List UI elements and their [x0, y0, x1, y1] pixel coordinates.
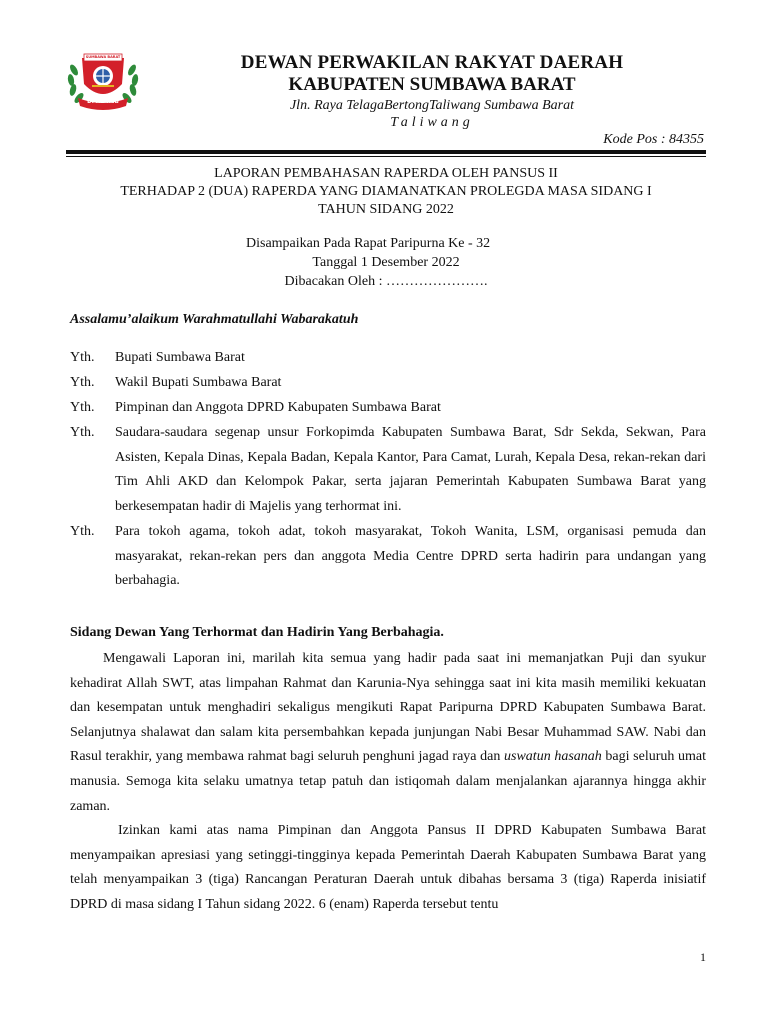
letterhead-rule-thick	[66, 150, 706, 154]
page-number: 1	[700, 950, 706, 964]
letterhead-rule-thin	[66, 156, 706, 157]
addressee-label: Yth.	[70, 375, 95, 390]
paragraph-text: bagi seluruh umat manusia. Semoga kita selaku umatnya tetap patuh dan istiqomah dalam menjalankan ajarannya hingga akhir zaman.	[70, 749, 706, 814]
regency-name: KABUPATEN SUMBAWA BARAT	[288, 74, 576, 95]
paragraph-italic-term: uswatun hasanah	[504, 749, 602, 765]
addressee-text: Wakil Bupati Sumbawa Barat	[115, 375, 282, 390]
logo-banner-text: SUMBAWA BARAT	[85, 55, 121, 59]
addressee-label: Yth.	[70, 524, 95, 539]
addressee-label: Yth.	[70, 350, 95, 365]
addressee-label: Yth.	[70, 425, 95, 440]
addressee-text: Saudara-saudara segenap unsur Forkopimda Kabupaten Sumbawa Barat, Sdr Sekda, Sekwan, Para Asisten, Kepala Dinas, Kepala Badan, Kepala Kantor, Para Camat, Lurah, Kepala Desa, rekan-rekan dari Tim Ahli AKD dan Kelompok Pakar, serta jajaran Pemerintah Kabupaten Sumbawa Barat yang berkesempatan hadir di Majelis yang terhormat ini.	[115, 425, 706, 514]
paragraph-text: Mengawali Laporan ini, marilah kita semua yang hadir pada saat ini memanjatkan Puji dan syukur kehadirat Allah SWT, atas limpahan Rahmat dan Karunia-Nya sehingga saat ini kita masih memiliki kekuatan dan kesempatan untuk menghadiri sekaligus mengikuti Rapat Paripurna DPRD Kabupaten Sumbawa Barat. Selanjutnya shalawat dan salam kita persembahkan kepada junjungan Nabi Besar Muhammad SAW. Nabi dan Rasul terakhir, yang membawa rahmat bagi seluruh penghuni jagad raya dan	[70, 651, 706, 765]
opening-greeting: Assalamu’alaikum Warahmatullahi Wabarakatuh	[70, 312, 359, 327]
report-title-line3: TAHUN SIDANG 2022	[318, 202, 454, 217]
dprd-logo	[62, 48, 144, 110]
report-title-line2: TERHADAP 2 (DUA) RAPERDA YANG DIAMANATKAN PROLEGDA MASA SIDANG I	[120, 184, 652, 199]
addressee-text: Pimpinan dan Anggota DPRD Kabupaten Sumbawa Barat	[115, 400, 441, 415]
read-by: Dibacakan Oleh : ………………….	[284, 274, 488, 289]
logo-ribbon-text: DPRD KSB	[87, 99, 119, 105]
section-heading: Sidang Dewan Yang Terhormat dan Hadirin Yang Berbahagia.	[70, 625, 444, 640]
delivery-occasion: Disampaikan Pada Rapat Paripurna Ke - 32	[246, 236, 491, 251]
delivery-date: Tanggal 1 Desember 2022	[312, 255, 460, 270]
postal-code: Kode Pos : 84355	[603, 132, 704, 147]
body-paragraph-2	[70, 819, 706, 917]
body-paragraph-1	[70, 647, 706, 819]
report-title-line1: LAPORAN PEMBAHASAN RAPERDA OLEH PANSUS II	[214, 166, 558, 181]
addressee-text: Para tokoh agama, tokoh adat, tokoh masyarakat, Tokoh Wanita, LSM, organisasi pemuda dan masyarakat, rekan-rekan pers dan anggota Media Centre DPRD serta hadirin para undangan yang berbahagia.	[115, 524, 706, 588]
institution-name: DEWAN PERWAKILAN RAKYAT DAERAH	[240, 52, 624, 73]
addressee-label: Yth.	[70, 400, 95, 415]
office-address: Jln. Raya TelagaBertongTaliwang Sumbawa Barat	[289, 98, 575, 113]
addressee-text: Bupati Sumbawa Barat	[115, 350, 245, 365]
office-city: Taliwang	[390, 115, 474, 130]
paragraph-text: Izinkan kami atas nama Pimpinan dan Anggota Pansus II DPRD Kabupaten Sumbawa Barat menyampaikan apresiasi yang setinggi-tingginya kepada Pemerintah Daerah Kabupaten Sumbawa Barat yang telah menyampaikan 3 (tiga) Rancangan Peraturan Daerah untuk dibahas bersama 3 (tiga) Raperda inisiatif DPRD di masa sidang I Tahun sidang 2022. 6 (enam) Raperda tersebut tentu	[70, 823, 706, 912]
